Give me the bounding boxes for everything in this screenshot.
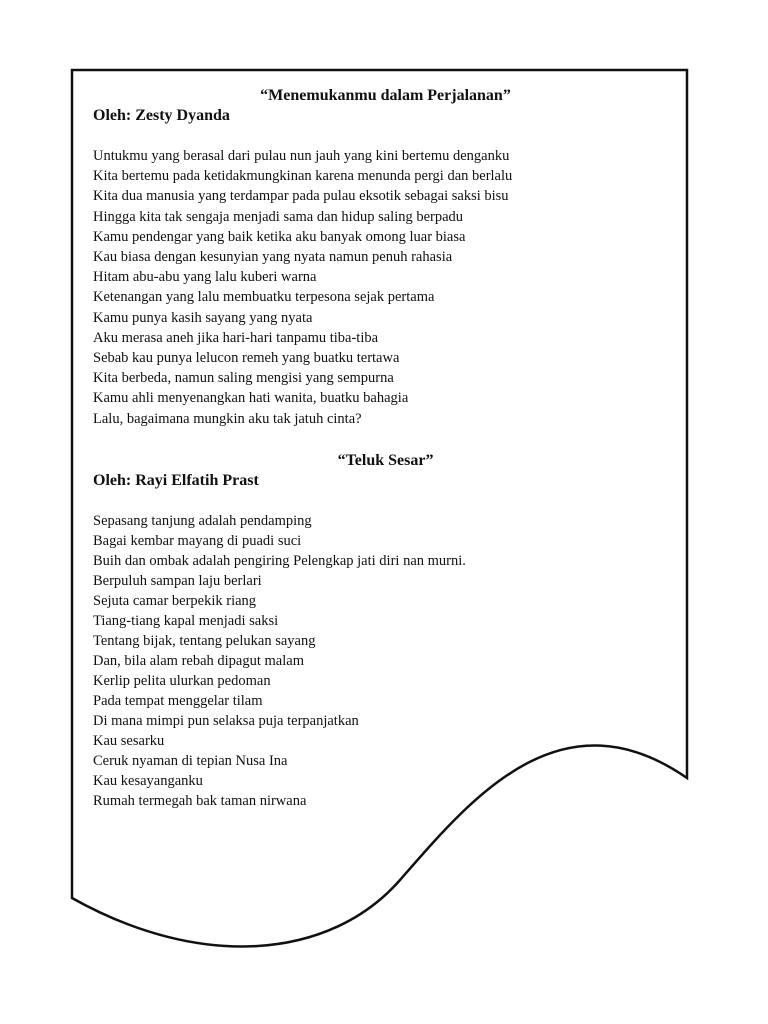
poem-line: Buih dan ombak adalah pengiring Pelengkap jati diri nan murni. bbox=[93, 552, 466, 569]
poem-line: Kerlip pelita ulurkan pedoman bbox=[93, 672, 271, 689]
poem-line: Ceruk nyaman di tepian Nusa Ina bbox=[93, 752, 288, 769]
poem-line: Kita berbeda, namun saling mengisi yang sempurna bbox=[93, 370, 394, 387]
poem-line: Rumah termegah bak taman nirwana bbox=[93, 792, 307, 809]
poem-line: Berpuluh sampan laju berlari bbox=[93, 572, 262, 589]
poem-line: Hingga kita tak sengaja menjadi sama dan hidup saling berpadu bbox=[93, 208, 464, 225]
poem-author: Oleh: Zesty Dyanda bbox=[93, 107, 230, 124]
poem-line: Pada tempat menggelar tilam bbox=[93, 692, 263, 709]
poem-line: Ketenangan yang lalu membuatku terpesona sejak pertama bbox=[93, 289, 435, 306]
poem-line: Aku merasa aneh jika hari-hari tanpamu tiba-tiba bbox=[93, 329, 379, 346]
poem-line: Dan, bila alam rebah dipagut malam bbox=[93, 652, 304, 669]
poem-title: “Teluk Sesar” bbox=[337, 451, 434, 469]
poem-line: Bagai kembar mayang di puadi suci bbox=[93, 532, 302, 549]
poem-1 bbox=[93, 86, 678, 429]
poem-document bbox=[93, 86, 678, 811]
poem-line: Kamu punya kasih sayang yang nyata bbox=[93, 309, 313, 326]
poem-line: Kau sesarku bbox=[93, 732, 165, 749]
poem-line: Hitam abu-abu yang lalu kuberi warna bbox=[93, 269, 317, 286]
poem-line: Sejuta camar berpekik riang bbox=[93, 592, 257, 609]
poem-line: Kamu ahli menyenangkan hati wanita, buatku bahagia bbox=[93, 390, 409, 407]
poem-lines bbox=[93, 511, 678, 811]
poem-line: Kita dua manusia yang terdampar pada pulau eksotik sebagai saksi bisu bbox=[93, 188, 509, 205]
poem-line: Lalu, bagaimana mungkin aku tak jatuh cinta? bbox=[93, 410, 362, 427]
poem-title: “Menemukanmu dalam Perjalanan” bbox=[260, 87, 511, 104]
poem-line: Untukmu yang berasal dari pulau nun jauh yang kini bertemu denganku bbox=[93, 148, 510, 164]
poem-line: Kau biasa dengan kesunyian yang nyata namun penuh rahasia bbox=[93, 249, 453, 266]
poem-line: Kau kesayanganku bbox=[93, 772, 203, 789]
poem-line: Sebab kau punya lelucon remeh yang buatku tertawa bbox=[93, 350, 400, 367]
poem-line: Tiang-tiang kapal menjadi saksi bbox=[93, 612, 279, 629]
poem-author: Oleh: Rayi Elfatih Prast bbox=[93, 471, 259, 489]
poem-line: Kamu pendengar yang baik ketika aku banyak omong luar biasa bbox=[93, 228, 466, 245]
poem-line: Sepasang tanjung adalah pendamping bbox=[93, 512, 312, 529]
poem-line: Di mana mimpi pun selaksa puja terpanjatkan bbox=[93, 712, 359, 729]
poem-2 bbox=[93, 451, 678, 811]
poem-line: Kita bertemu pada ketidakmungkinan karena menunda pergi dan berlalu bbox=[93, 168, 513, 185]
poem-lines bbox=[93, 146, 678, 429]
poem-line: Tentang bijak, tentang pelukan sayang bbox=[93, 632, 316, 649]
